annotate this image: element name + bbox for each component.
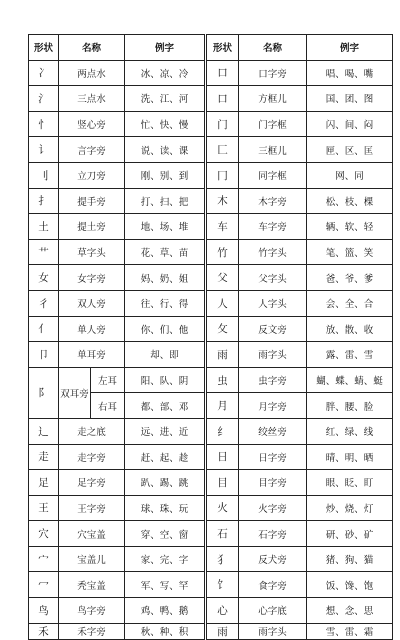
radical-examples: 研、砂、矿	[307, 521, 393, 547]
left-body-bottom	[29, 418, 205, 639]
radical-examples: 网、同	[307, 162, 393, 188]
radical-examples: 会、全、合	[307, 290, 393, 316]
radical-shape: 口	[207, 86, 239, 112]
radical-name: 口字旁	[239, 60, 307, 86]
radical-shape: 人	[207, 290, 239, 316]
radical-shape: 禾	[29, 623, 59, 639]
radical-examples: 松、枝、棵	[307, 188, 393, 214]
radical-shape: 冂	[207, 162, 239, 188]
table-row	[29, 623, 205, 639]
table-row	[207, 137, 393, 163]
radical-examples: 地、场、堆	[125, 214, 205, 240]
table-row	[29, 444, 205, 470]
radical-name: 双人旁	[59, 290, 125, 316]
radical-name: 女字旁	[59, 265, 125, 291]
radical-name: 反文旁	[239, 316, 307, 342]
radical-shape: 鸟	[29, 598, 59, 624]
radical-examples: 球、珠、玩	[125, 495, 205, 521]
radical-name: 反犬旁	[239, 546, 307, 572]
table-row	[207, 239, 393, 265]
header-examples: 例字	[125, 35, 205, 61]
radical-examples: 闪、间、闷	[307, 111, 393, 137]
radical-examples: 妈、奶、姐	[125, 265, 205, 291]
radical-name: 木字旁	[239, 188, 307, 214]
table-row	[29, 598, 205, 624]
table-row	[207, 418, 393, 444]
radical-shape: 攵	[207, 316, 239, 342]
radical-examples: 却、即	[125, 342, 205, 368]
table-row	[29, 495, 205, 521]
radical-shape: 卩	[29, 342, 59, 368]
right-body	[207, 60, 393, 639]
table-row	[207, 111, 393, 137]
radical-shape: 土	[29, 214, 59, 240]
radical-examples: 说、读、课	[125, 137, 205, 163]
radical-shape: 火	[207, 495, 239, 521]
radical-name: 双耳旁	[59, 367, 91, 418]
radical-shape: 雨	[207, 342, 239, 368]
radical-examples: 雪、雷、霜	[307, 623, 393, 639]
radical-name: 同字框	[239, 162, 307, 188]
left-body-top	[29, 60, 205, 367]
radical-examples: 炒、烧、灯	[307, 495, 393, 521]
radical-name: 单耳旁	[59, 342, 125, 368]
radical-name: 王字旁	[59, 495, 125, 521]
radical-shape: 穴	[29, 521, 59, 547]
radical-name: 雨字头	[239, 623, 307, 639]
table-row	[29, 521, 205, 547]
radical-shape: 口	[207, 60, 239, 86]
radical-shape: 刂	[29, 162, 59, 188]
radical-examples: 国、团、图	[307, 86, 393, 112]
radical-examples: 唱、喝、嘴	[307, 60, 393, 86]
radical-examples: 忙、快、慢	[125, 111, 205, 137]
radical-name: 足字旁	[59, 470, 125, 496]
table-row	[207, 214, 393, 240]
radical-examples: 家、完、字	[125, 546, 205, 572]
radical-shape: 冫	[29, 60, 59, 86]
table-row-double-ear-left	[29, 367, 205, 393]
table-row	[207, 367, 393, 393]
radical-shape: 冖	[29, 572, 59, 598]
radical-examples: 秋、种、积	[125, 623, 205, 639]
radical-name: 竹字头	[239, 239, 307, 265]
table-row	[207, 470, 393, 496]
radical-shape: 亻	[29, 316, 59, 342]
radical-examples: 匣、区、匡	[307, 137, 393, 163]
radical-shape: 艹	[29, 239, 59, 265]
radical-shape: 氵	[29, 86, 59, 112]
radical-shape: 雨	[207, 623, 239, 639]
radical-shape: 日	[207, 444, 239, 470]
radical-name: 雨字头	[239, 342, 307, 368]
radical-name: 日字旁	[239, 444, 307, 470]
radical-examples: 放、散、收	[307, 316, 393, 342]
table-row	[29, 214, 205, 240]
table-row	[207, 598, 393, 624]
radical-shape: 竹	[207, 239, 239, 265]
table-row	[207, 265, 393, 291]
radical-shape: 阝	[29, 367, 59, 418]
radical-shape: 彳	[29, 290, 59, 316]
table-row	[29, 265, 205, 291]
radical-examples: 猪、狗、猫	[307, 546, 393, 572]
radical-examples: 刚、别、到	[125, 162, 205, 188]
table-row	[207, 495, 393, 521]
radical-examples: 眼、眨、盯	[307, 470, 393, 496]
table-row	[207, 316, 393, 342]
radical-name: 目字旁	[239, 470, 307, 496]
radical-examples: 红、绿、线	[307, 418, 393, 444]
radical-name: 方框儿	[239, 86, 307, 112]
radical-examples: 想、念、思	[307, 598, 393, 624]
radical-examples: 穿、空、窗	[125, 521, 205, 547]
radical-name: 车字旁	[239, 214, 307, 240]
table-row	[29, 316, 205, 342]
sub-label-left-ear: 左耳	[91, 367, 125, 393]
radical-examples: 阳、队、阴	[125, 367, 205, 393]
header-shape: 形状	[29, 35, 59, 61]
radical-shape: 匚	[207, 137, 239, 163]
radical-shape: 石	[207, 521, 239, 547]
radical-name: 走字旁	[59, 444, 125, 470]
header-row	[207, 35, 393, 61]
radical-examples: 饭、馋、饱	[307, 572, 393, 598]
radical-name: 食字旁	[239, 572, 307, 598]
radical-name: 月字旁	[239, 393, 307, 419]
table-row	[207, 290, 393, 316]
radical-name: 心字底	[239, 598, 307, 624]
table-row	[207, 188, 393, 214]
table-row	[207, 342, 393, 368]
radical-examples: 你、们、他	[125, 316, 205, 342]
table-row	[29, 111, 205, 137]
radical-name: 言字旁	[59, 137, 125, 163]
radical-name: 父字头	[239, 265, 307, 291]
table-row	[29, 137, 205, 163]
table-row	[207, 162, 393, 188]
radical-shape: 扌	[29, 188, 59, 214]
radical-examples: 赶、起、趁	[125, 444, 205, 470]
radical-name: 人字头	[239, 290, 307, 316]
radical-name: 绞丝旁	[239, 418, 307, 444]
radical-examples: 打、扫、把	[125, 188, 205, 214]
radicals-table-left	[28, 34, 205, 640]
radical-name: 石字旁	[239, 521, 307, 547]
radical-examples: 笔、篮、笑	[307, 239, 393, 265]
radical-shape: 辶	[29, 418, 59, 444]
radical-name: 两点水	[59, 60, 125, 86]
radical-examples: 花、草、苗	[125, 239, 205, 265]
table-row	[207, 623, 393, 639]
radical-name: 秃宝盖	[59, 572, 125, 598]
radical-name: 立刀旁	[59, 162, 125, 188]
radical-name: 草字头	[59, 239, 125, 265]
radical-shape: 忄	[29, 111, 59, 137]
radical-shape: 心	[207, 598, 239, 624]
radical-shape: 虫	[207, 367, 239, 393]
radical-name: 提手旁	[59, 188, 125, 214]
radicals-table-right	[206, 34, 393, 640]
radical-shape: 月	[207, 393, 239, 419]
radical-shape: 父	[207, 265, 239, 291]
radical-examples: 趴、踢、跳	[125, 470, 205, 496]
table-row	[29, 418, 205, 444]
table-row	[207, 86, 393, 112]
radical-examples: 蝴、蝶、蜻、蜓	[307, 367, 393, 393]
radical-name: 走之底	[59, 418, 125, 444]
table-row	[29, 546, 205, 572]
radical-name: 三框儿	[239, 137, 307, 163]
header-row	[29, 35, 205, 61]
sub-label-right-ear: 右耳	[91, 393, 125, 419]
radical-name: 禾字旁	[59, 623, 125, 639]
radical-name: 竖心旁	[59, 111, 125, 137]
radical-name: 单人旁	[59, 316, 125, 342]
radical-name: 虫字旁	[239, 367, 307, 393]
header-shape: 形状	[207, 35, 239, 61]
radical-shape: 车	[207, 214, 239, 240]
radical-examples: 洗、江、河	[125, 86, 205, 112]
radical-shape: 宀	[29, 546, 59, 572]
radical-name: 宝盖儿	[59, 546, 125, 572]
table-row	[29, 162, 205, 188]
radical-shape: 饣	[207, 572, 239, 598]
radical-examples: 往、行、得	[125, 290, 205, 316]
radical-name: 门字框	[239, 111, 307, 137]
radical-name: 火字旁	[239, 495, 307, 521]
table-row	[29, 290, 205, 316]
radical-examples: 冰、凉、冷	[125, 60, 205, 86]
radical-shape: 王	[29, 495, 59, 521]
table-row	[207, 521, 393, 547]
table-row	[29, 86, 205, 112]
radical-name: 提土旁	[59, 214, 125, 240]
radical-shape: 足	[29, 470, 59, 496]
table-row	[29, 60, 205, 86]
radical-name: 鸟字旁	[59, 598, 125, 624]
radical-examples: 露、雷、雪	[307, 342, 393, 368]
radical-shape: 女	[29, 265, 59, 291]
radical-shape: 讠	[29, 137, 59, 163]
table-row	[207, 572, 393, 598]
table-row	[29, 470, 205, 496]
header-examples: 例字	[307, 35, 393, 61]
header-name: 名称	[59, 35, 125, 61]
radical-examples: 爸、爷、爹	[307, 265, 393, 291]
radical-examples: 军、写、罕	[125, 572, 205, 598]
table-row	[207, 444, 393, 470]
radical-shape: 走	[29, 444, 59, 470]
table-row	[207, 60, 393, 86]
radical-examples: 胖、腰、脸	[307, 393, 393, 419]
radical-examples: 晴、明、晒	[307, 444, 393, 470]
radical-examples: 远、进、近	[125, 418, 205, 444]
radical-shape: 纟	[207, 418, 239, 444]
radical-shape: 目	[207, 470, 239, 496]
radical-name: 三点水	[59, 86, 125, 112]
radical-examples: 辆、软、轻	[307, 214, 393, 240]
table-row	[29, 188, 205, 214]
table-row	[29, 342, 205, 368]
table-row	[29, 239, 205, 265]
radical-shape: 门	[207, 111, 239, 137]
table-row	[207, 546, 393, 572]
radical-shape: 木	[207, 188, 239, 214]
radical-examples: 鸡、鸭、鹅	[125, 598, 205, 624]
header-name: 名称	[239, 35, 307, 61]
table-row	[207, 393, 393, 419]
radical-shape: 犭	[207, 546, 239, 572]
radical-examples: 都、部、邓	[125, 393, 205, 419]
radical-name: 穴宝盖	[59, 521, 125, 547]
table-row	[29, 572, 205, 598]
